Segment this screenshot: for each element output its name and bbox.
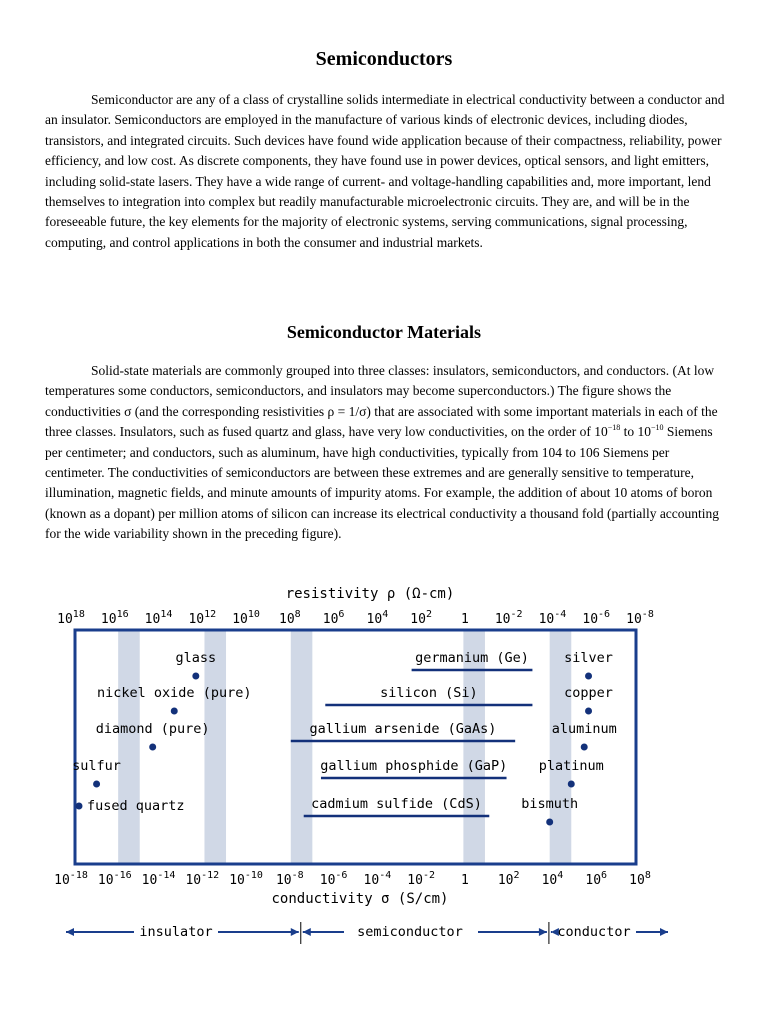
top-tick-label: $10^{-6}$ (582, 609, 611, 627)
top-tick-label: $10^{14}$ (144, 609, 173, 627)
shaded-band-2 (291, 630, 313, 864)
arrow-head (303, 928, 311, 936)
top-tick-label: $10^{12}$ (188, 609, 217, 627)
material-point (192, 673, 199, 680)
material-label: copper (564, 685, 613, 701)
top-tick-label: $10^{16}$ (100, 609, 129, 627)
materials-text-1: Solid-state materials are commonly grouped into three classes: insulators, semiconductors, and conductors. (At low temperatures some conductors, semiconductors, and insulators may become superconductors.) The figure shows the conductivities σ (and the corresponding resistivities ρ = 1/σ) that are associated with some important materials in each of the three classes. Insulators, such as fused quartz and glass, have very low conductivities, on the order of 10 (45, 363, 718, 440)
bottom-tick-label: $10^2$ (497, 870, 520, 888)
materials-paragraph (45, 361, 725, 545)
class-label-insulator: insulator (139, 924, 213, 940)
top-tick-label: $10^{-8}$ (626, 609, 654, 627)
material-point (585, 673, 592, 680)
bottom-tick-label: $10^8$ (629, 870, 651, 888)
bottom-tick-label: $10^4$ (541, 870, 564, 888)
material-label: glass (175, 650, 217, 666)
material-label: diamond (pure) (95, 721, 210, 737)
top-axis-label: resistivity ρ (Ω-cm) (285, 586, 455, 602)
top-tick-label: $10^{10}$ (232, 609, 260, 627)
bottom-tick-label: $10^6$ (585, 870, 608, 888)
material-label: nickel oxide (pure) (97, 685, 252, 701)
conductivity-figure (0, 572, 768, 952)
material-point (149, 744, 156, 751)
arrow-head (539, 928, 547, 936)
material-range-label: gallium arsenide (GaAs) (309, 721, 497, 737)
materials-text-2: to 10 (620, 424, 651, 440)
top-tick-label: $10^2$ (410, 609, 432, 627)
material-label: aluminum (551, 721, 617, 737)
material-point (171, 708, 178, 715)
bottom-tick-label: $10^{-14}$ (141, 870, 176, 888)
top-tick-label: $10^6$ (322, 609, 345, 627)
material-point (581, 744, 588, 751)
material-range-label: germanium (Ge) (415, 650, 529, 666)
top-tick-label: $10^8$ (279, 609, 301, 627)
shaded-band-0 (118, 630, 140, 864)
arrow-head (660, 928, 668, 936)
material-point (568, 781, 575, 788)
intro-paragraph (45, 90, 725, 253)
bottom-tick-label: 1 (461, 873, 469, 888)
materials-text-3: Siemens per centimeter; and conductors, such as aluminum, have high conductivities, typically from 104 to 106 Siemens per centimeter. The conductivities of semiconductors are between these extremes and are generally sensitive to temperature, illumination, magnetic fields, and minute amounts of impurity atoms. For example, the addition of about 10 atoms of boron (known as a dopant) per million atoms of silicon can increase its electrical conductivity a thousand fold (partially accounting for the wide variability shown in the preceding figure). (45, 424, 720, 542)
arrow-head (291, 928, 299, 936)
material-range-label: silicon (Si) (380, 685, 478, 701)
bottom-tick-label: $10^{-8}$ (275, 870, 304, 888)
bottom-tick-label: $10^{-2}$ (407, 870, 436, 888)
bottom-tick-label: $10^{-4}$ (363, 870, 392, 888)
bottom-tick-label: $10^{-10}$ (229, 870, 263, 888)
material-label: silver (564, 650, 613, 666)
material-label: sulfur (72, 758, 121, 774)
top-tick-label: $10^{18}$ (57, 609, 85, 627)
material-range-label: cadmium sulfide (CdS) (311, 796, 482, 812)
material-point (93, 781, 100, 788)
intro-text: Semiconductor are any of a class of crystalline solids intermediate in electrical conductivity between a conductor and an insulator. Semiconductors are employed in the manufacture of various kinds of electronic devices, including diodes, transistors, and integrated circuits. Such devices have found wide application because of their compactness, reliability, power efficiency, and low cost. As discrete components, they have found use in power devices, optical sensors, and light emitters, including solid-state lasers. They have a wide range of current- and voltage-handling capabilities and, more important, lend themselves to integration into complex but readily manufacturable microelectronic circuits. They are, and will be in the foreseeable future, the key elements for the majority of electronic systems, serving communications, signal processing, computing, and control applications in both the consumer and industrial markets. (45, 92, 725, 250)
page-title: Semiconductors (315, 48, 453, 70)
material-point (585, 708, 592, 715)
bottom-axis-label: conductivity σ (S/cm) (271, 891, 449, 907)
section-title: Semiconductor Materials (286, 322, 482, 342)
material-range-label: gallium phosphide (GaP) (320, 758, 508, 774)
class-label-semiconductor: semiconductor (357, 924, 463, 940)
top-tick-label: 1 (461, 612, 469, 627)
exponent-2: −10 (651, 422, 664, 432)
exponent-1: −18 (607, 422, 621, 432)
arrow-head (66, 928, 74, 936)
top-tick-label: $10^{-4}$ (538, 609, 567, 627)
material-label: fused quartz (87, 798, 185, 814)
bottom-tick-label: $10^{-18}$ (54, 870, 88, 888)
material-point (546, 819, 553, 826)
bottom-tick-label: $10^{-16}$ (97, 870, 132, 888)
material-label: bismuth (521, 796, 579, 812)
top-tick-label: $10^4$ (366, 609, 389, 627)
class-label-conductor: conductor (557, 924, 631, 940)
bottom-tick-label: $10^{-6}$ (319, 870, 348, 888)
top-tick-label: $10^{-2}$ (494, 609, 523, 627)
conductivity-chart (0, 572, 768, 952)
bottom-tick-label: $10^{-12}$ (185, 870, 220, 888)
material-label: platinum (538, 758, 604, 774)
material-point (76, 803, 83, 810)
